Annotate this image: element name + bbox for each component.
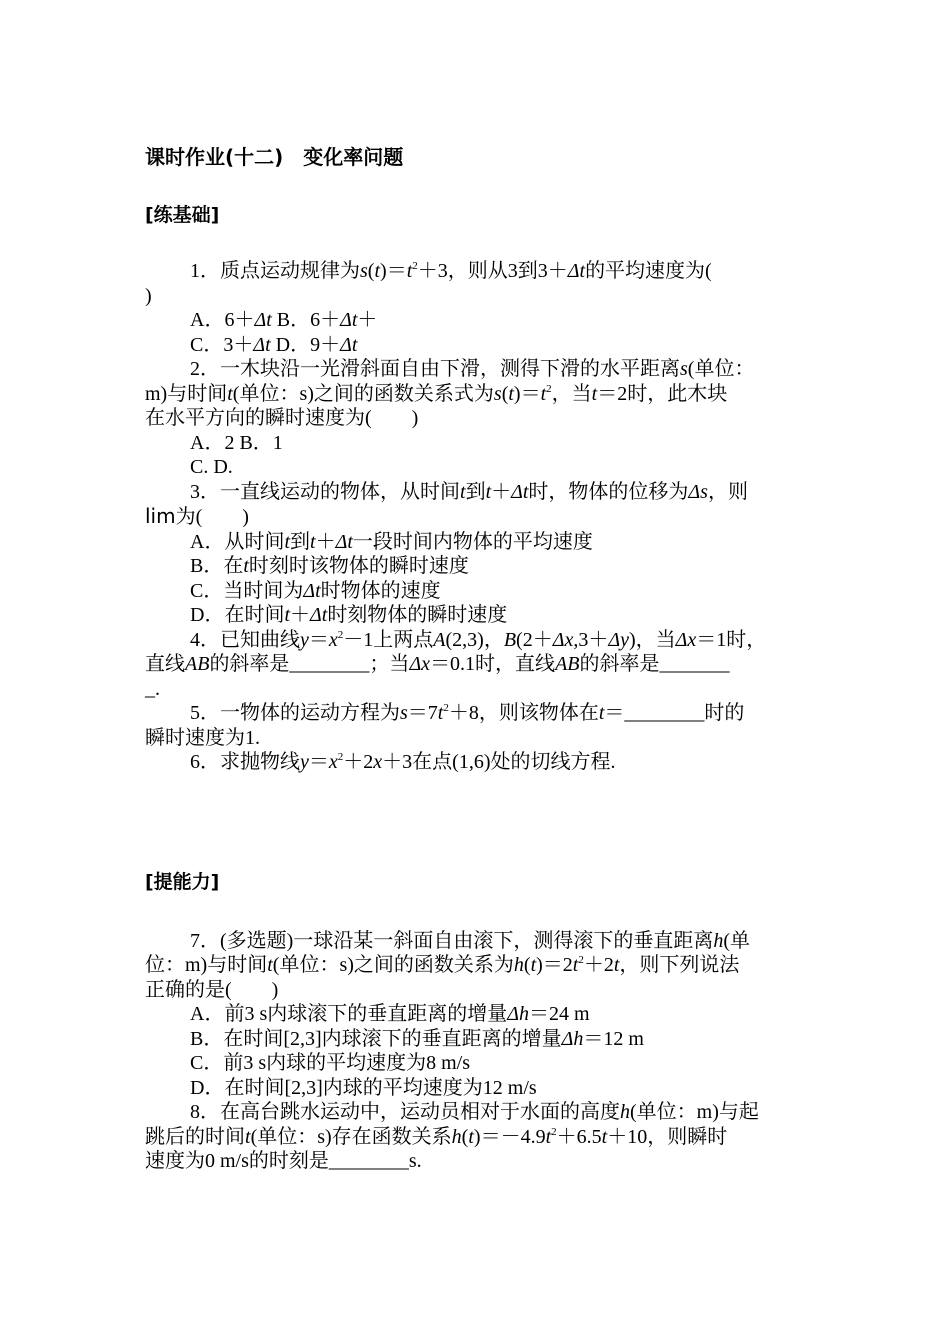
question-1-stem: 1．质点运动规律为$s(t)=t^2+3$，则从3到3＋Δt的平均速度为( ) bbox=[145, 260, 712, 307]
question-7 bbox=[145, 929, 810, 1101]
question-7-option-b: B．在时间[2,3]内球滚下的垂直距离的增量Δh＝12 m bbox=[190, 1027, 644, 1050]
question-1 bbox=[145, 259, 810, 357]
question-3-option-d: D．在时间t＋Δt时刻物体的瞬时速度 bbox=[190, 604, 508, 626]
question-7-option-a: A．前3 s内球滚下的垂直距离的增量Δh＝24 m bbox=[190, 1003, 590, 1025]
page-title: 课时作业(十二) 变化率问题 bbox=[145, 145, 404, 169]
question-3-option-c: C．当时间为Δt时物体的速度 bbox=[190, 579, 441, 602]
question-5: 5．一物体的运动方程为$s=7t^2+8$，则该物体在t＝________时的 瞬时速度为1. bbox=[145, 702, 745, 749]
question-8: 8．在高台跳水运动中，运动员相对于水面的高度h(单位：m)与起 跳后的时间t(单位：s)存在函数关系$h(t)=-4.9t^2+6.5t+10$，则瞬时 速度为0 m/s的时刻是________s. bbox=[145, 1101, 759, 1172]
question-7-option-c: C．前3 s内球的平均速度为8 m/s bbox=[190, 1052, 471, 1074]
question-1-options-ab: A．6＋Δt B．6＋Δt＋ bbox=[190, 309, 378, 331]
question-2-options-ab: A．2 B．1 bbox=[190, 431, 283, 454]
question-2-options-cd: C. D. bbox=[190, 456, 233, 478]
question-4: 4．已知曲线$y=x^2-1$上两点A(2,3)，B(2＋Δx,3＋Δy)，当Δx＝1时， 直线AB的斜率是________；当Δx＝0.1时，直线AB的斜率是_______ _. bbox=[145, 628, 767, 700]
worksheet-content bbox=[145, 143, 810, 1174]
question-3-stem: 3．一直线运动的物体，从时间t到t＋Δt时，物体的位移为Δs，则 lim为( ) bbox=[145, 480, 748, 528]
question-1-options-cd: C．3＋Δt D．9＋Δt bbox=[190, 333, 358, 356]
question-3-option-b: B．在t时刻时该物体的瞬时速度 bbox=[190, 555, 469, 577]
question-3-option-a: A．从时间t到t＋Δt一段时间内物体的平均速度 bbox=[190, 530, 593, 553]
question-3 bbox=[145, 480, 810, 628]
question-2-stem: 2．一木块沿一光滑斜面自由下滑，测得下滑的水平距离s(单位： m)与时间t(单位：s)之间的函数关系式为$s(t)=t^2$，当t＝2时，此木块 在水平方向的瞬时速度为( ) bbox=[145, 358, 755, 429]
question-6: 6．求抛物线$y=x^2+2x+3$在点(1,6)处的切线方程. bbox=[190, 751, 616, 773]
section-ability-heading: [提能力] bbox=[145, 870, 220, 893]
question-2 bbox=[145, 357, 810, 480]
question-7-option-d: D．在时间[2,3]内球的平均速度为12 m/s bbox=[190, 1076, 537, 1099]
question-7-stem: 7．(多选题)一球沿某一斜面自由滚下，测得滚下的垂直距离h(单 位：m)与时间t(单位：s)之间的函数关系为$h(t)=2t^2+2t$，则下列说法 正确的是( ) bbox=[145, 929, 750, 1001]
section-basic-heading: [练基础] bbox=[145, 204, 220, 226]
